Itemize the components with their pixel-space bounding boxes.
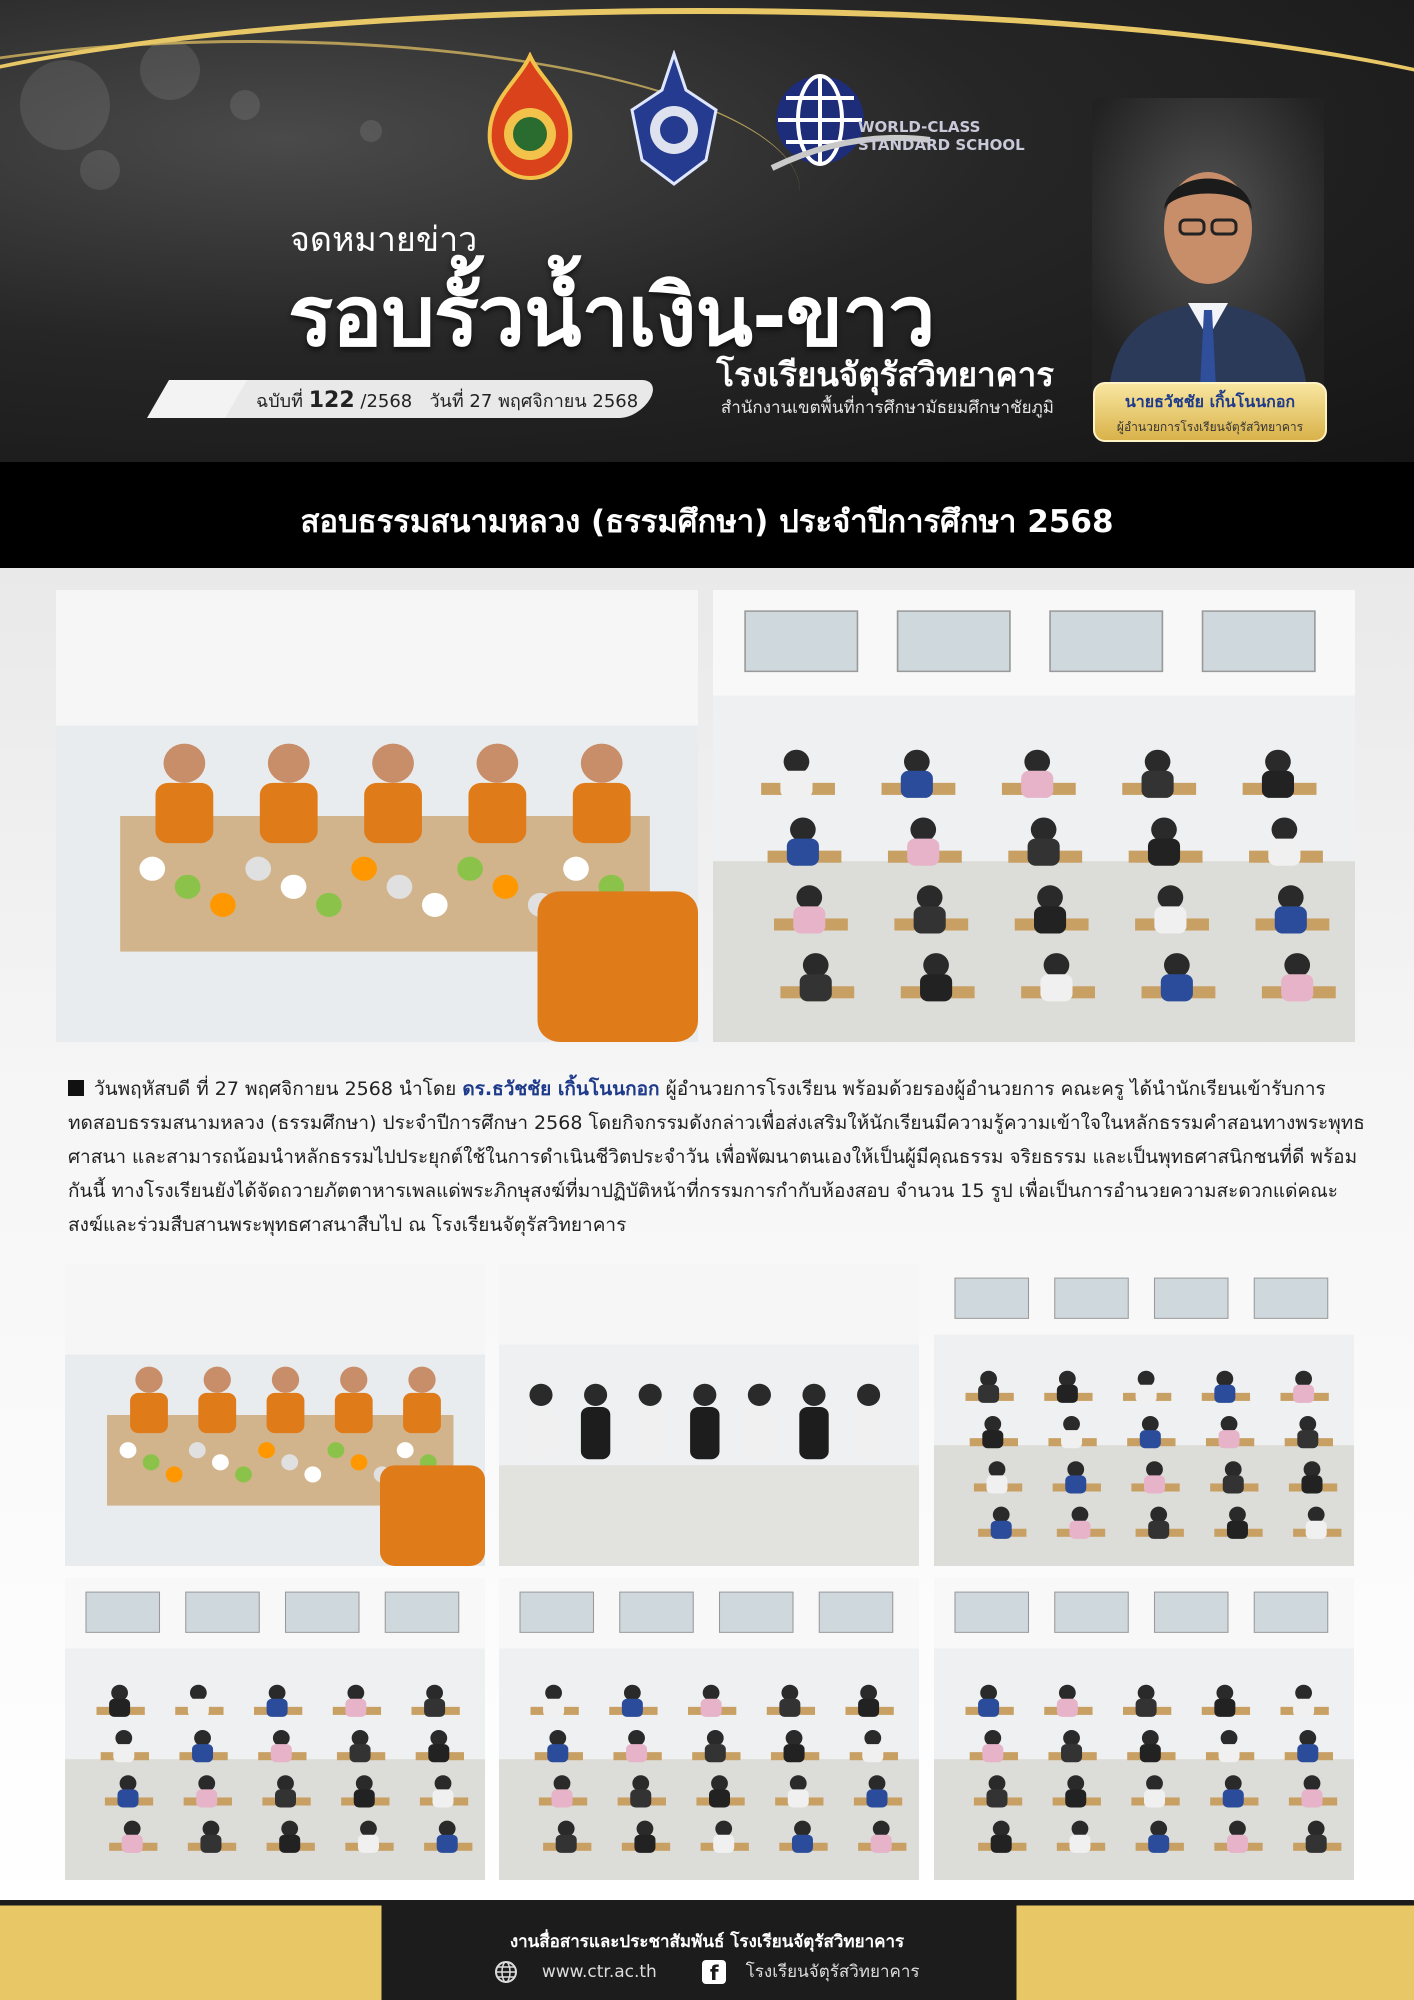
newsletter-header	[0, 0, 1414, 462]
issue-date: วันที่ 27 พฤศจิกายน 2568	[429, 391, 639, 412]
footer-title: งานสื่อสารและประชาสัมพันธ์ โรงเรียนจัตุรัสวิทยาคาร	[509, 1932, 905, 1952]
footer-website-link[interactable]: www.ctr.ac.th	[541, 1961, 657, 1982]
photo-students-paying-respect	[499, 1264, 919, 1566]
school-name: โรงเรียนจัตุรัสวิทยาคาร	[716, 355, 1054, 394]
photo-exam-room-monk-front	[65, 1578, 485, 1880]
director-position: ผู้อำนวยการโรงเรียนจัตุรัสวิทยาคาร	[1116, 420, 1304, 434]
office-name: สำนักงานเขตพื้นที่การศึกษามัธยมศึกษาชัยภูมิ	[720, 398, 1054, 418]
globe-icon	[494, 1960, 518, 1984]
photo-exam-room-back-view	[934, 1578, 1354, 1880]
newsletter-label: จดหมายข่าว	[290, 220, 478, 260]
facebook-icon: f	[702, 1960, 726, 1984]
photo-offering-table	[65, 1264, 485, 1566]
director-portrait	[1092, 98, 1324, 400]
news-article	[68, 1072, 1368, 1242]
photo-students-writing	[499, 1578, 919, 1880]
school-emblem-icon	[616, 50, 732, 190]
world-class-logo-text: WORLD-CLASS STANDARD SCHOOL	[858, 118, 1025, 154]
article-body: ผู้อำนวยการโรงเรียน พร้อมด้วยรองผู้อำนวยการ คณะครู ได้นำนักเรียนเข้ารับการทดสอบธรรมสนามหลวง (ธรรมศึกษา) ประจำปีการศึกษา 2568 โดยกิจกรรมดังกล่าวเพื่อส่งเสริมให้นักเรียนมีความรู้ความเข้าใจในหลักธรรมคำสอนทางพระพุทธศาสนา และสามารถน้อมนำหลักธรรมไปประยุกต์ใช้ในการดำเนินชีวิตประจำวัน เพื่อพัฒนาตนเองให้เป็นผู้มีคุณธรรม จริยธรรม และเป็นพุทธศาสนิกชนที่ดี พร้อมกันนี้ ทางโรงเรียนยังได้จัดถวายภัตตาหารเพลแด่พระภิกษุสงฆ์ที่มาปฏิบัติหน้าที่กรรมการกำกับห้องสอบ จำนวน 15 รูป เพื่อเป็นการอำนวยความสะดวกแด่คณะสงฆ์และร่วมสืบสานพระพุทธศาสนาสืบไป ณ โรงเรียนจัตุรัสวิทยาคาร	[68, 1078, 1365, 1236]
issue-year: /2568	[360, 391, 413, 412]
article-lead: วันพฤหัสบดี ที่ 27 พฤศจิกายน 2568 นำโดย	[94, 1078, 457, 1100]
article-highlight-name: ดร.ธวัชชัย เกิ้นโนนกอก	[462, 1078, 660, 1100]
issue-info-bar	[158, 380, 650, 418]
newsletter-title: รอบรั้วน้ำเงิน-ขาว	[288, 267, 935, 365]
issue-prefix: ฉบับที่	[256, 391, 303, 412]
issue-number: 122	[308, 388, 355, 413]
photo-monks-meal	[56, 590, 698, 1042]
news-title-bar	[0, 462, 1414, 568]
director-badge	[1093, 382, 1327, 442]
news-title: สอบธรรมสนามหลวง (ธรรมศึกษา) ประจำปีการศึกษา 2568	[300, 504, 1114, 540]
footer-facebook-link[interactable]: โรงเรียนจัตุรัสวิทยาคาร	[745, 1962, 920, 1982]
director-name: นายธวัชชัย เกิ้นโนนกอก	[1124, 392, 1296, 411]
obec-emblem-icon	[482, 52, 578, 182]
photo-exam-room-wide	[713, 590, 1355, 1042]
bullet-square-icon	[68, 1080, 84, 1096]
photo-exam-room-green-board	[934, 1264, 1354, 1566]
news-body	[0, 568, 1414, 1910]
newsletter-footer	[0, 1900, 1414, 2000]
